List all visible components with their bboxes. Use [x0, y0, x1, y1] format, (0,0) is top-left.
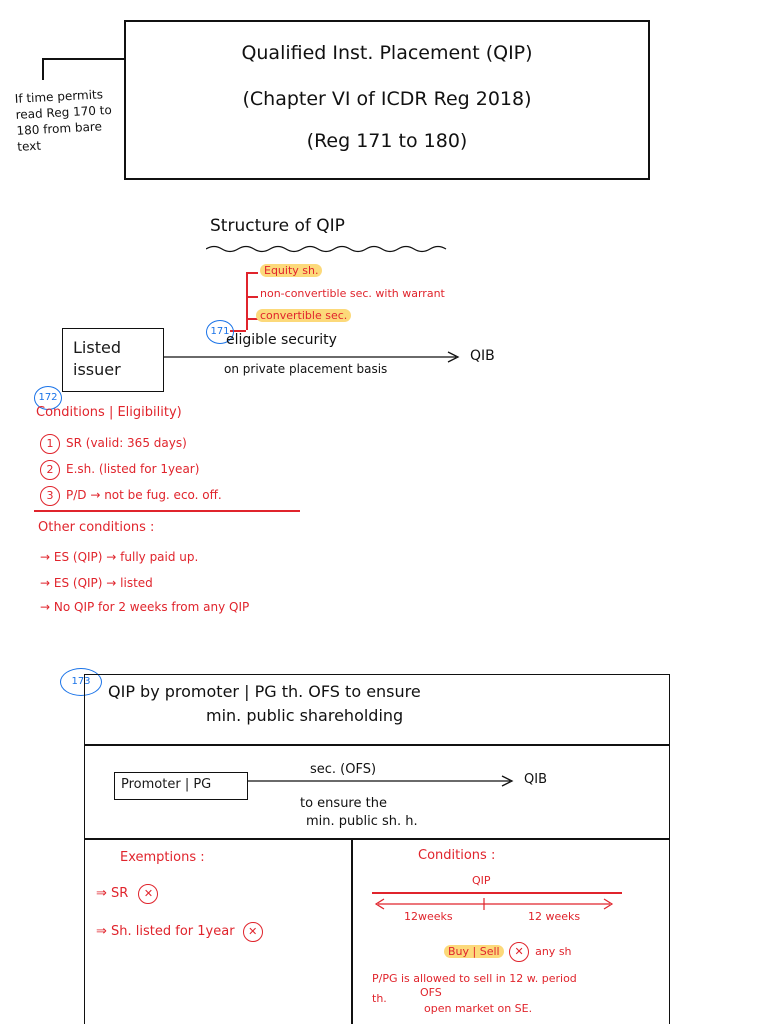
reg-172-badge: 172 [34, 386, 62, 410]
title-box [124, 20, 650, 180]
eligible-security-label: eligible security [226, 332, 337, 348]
note-connector-stem [42, 58, 44, 80]
security-equity: Equity sh. [260, 264, 322, 277]
qib-label-2: QIB [524, 772, 547, 787]
condition-3: 3 P/D → not be fug. eco. off. [40, 486, 222, 506]
qib-label-1: QIB [470, 348, 495, 364]
qip-timeline [372, 892, 622, 894]
ofs-label: OFS [420, 986, 442, 999]
other-condition-2: → ES (QIP) → listed [40, 576, 153, 590]
private-placement-label: on private placement basis [224, 362, 388, 376]
exemption-listed: ⇒ Sh. listed for 1year ✕ [96, 922, 269, 942]
weeks-arrows [374, 898, 614, 910]
ensure-label-2: min. public sh. h. [306, 814, 418, 829]
open-market-label: open market on SE. [424, 1002, 533, 1015]
security-bracket [246, 272, 248, 330]
listed-issuer-box: Listed issuer [62, 328, 164, 392]
security-convertible: convertible sec. [256, 309, 351, 322]
th-label: th. [372, 992, 387, 1005]
table-col-divider [351, 838, 353, 1024]
section-173-heading-2: min. public shareholding [206, 706, 404, 725]
promoter-to-qib-arrow [248, 774, 518, 788]
title-line-2: (Chapter VI of ICDR Reg 2018) [242, 88, 532, 110]
buy-sell-label: Buy | Sell ✕ any sh [444, 942, 572, 962]
side-note: If time permits read Reg 170 to 180 from bare text [14, 87, 113, 154]
conditions-173-heading: Conditions : [418, 848, 496, 863]
conditions-divider [34, 510, 300, 512]
allowed-line: P/PG is allowed to sell in 12 w. period [372, 972, 577, 985]
reg-173-badge: 173 [60, 668, 102, 696]
reg-171-badge: 171 [206, 320, 234, 344]
title-line-1: Qualified Inst. Placement (QIP) [241, 42, 533, 64]
title-line-3: (Reg 171 to 180) [306, 130, 468, 152]
security-nonconvertible: non-convertible sec. with warrant [260, 287, 445, 300]
exemptions-heading: Exemptions : [120, 850, 205, 865]
exemption-sr: ⇒ SR ✕ [96, 884, 164, 904]
qip-timeline-label: QIP [472, 874, 491, 887]
weeks-right-label: 12 weeks [528, 910, 581, 923]
table-row-divider-1 [84, 744, 670, 746]
structure-heading: Structure of QIP [210, 216, 345, 236]
ensure-label-1: to ensure the [300, 796, 387, 811]
section-173-heading-1: QIP by promoter | PG th. OFS to ensure [108, 682, 421, 701]
condition-2: 2 E.sh. (listed for 1year) [40, 460, 199, 480]
condition-1: 1 SR (valid: 365 days) [40, 434, 187, 454]
weeks-left-label: 12weeks [404, 910, 453, 923]
other-conditions-heading: Other conditions : [38, 520, 155, 535]
table-row-divider-2 [84, 838, 670, 840]
other-condition-3: → No QIP for 2 weeks from any QIP [40, 600, 250, 614]
note-connector [42, 58, 124, 60]
sec-ofs-label: sec. (OFS) [310, 762, 377, 777]
promoter-box: Promoter | PG [114, 772, 248, 800]
other-condition-1: → ES (QIP) → fully paid up. [40, 550, 199, 564]
wavy-underline [206, 244, 456, 254]
conditions-heading: Conditions | Eligibility) [36, 405, 182, 420]
